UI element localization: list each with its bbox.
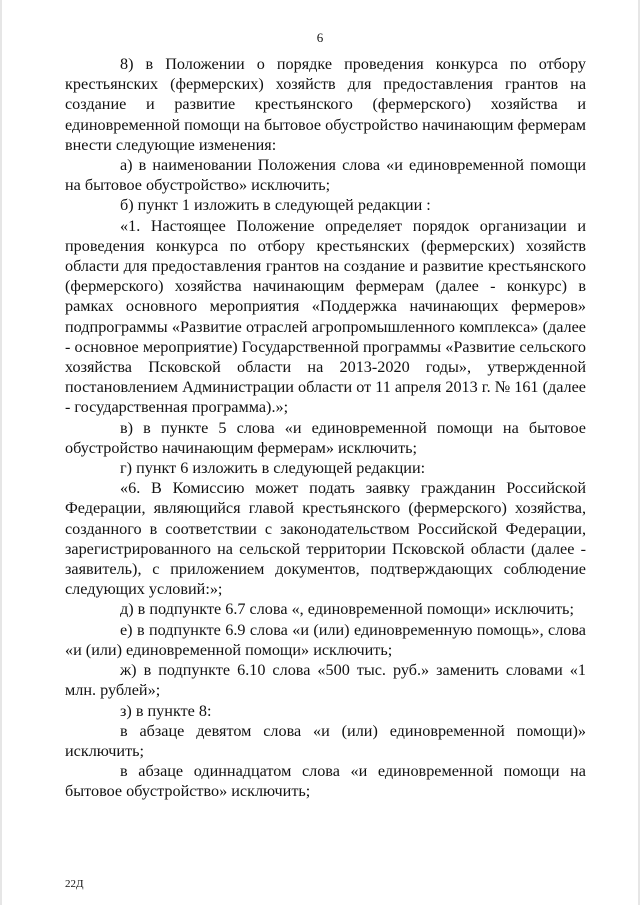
paragraph-z: з) в пункте 8: (120, 701, 212, 720)
paragraph-b: б) пункт 1 изложить в следующей редакции : (120, 196, 431, 215)
paragraph-d: д) в подпункте 6.7 слова «, единовременной помощи» исключить; (120, 600, 574, 619)
paragraph-z-ninth: в абзаце девятом слова «и (или) единовременной помощи)» исключить; (65, 721, 586, 760)
paragraph-zh: ж) в подпункте 6.10 слова «500 тыс. руб.» заменить словами «1 млн. рублей»; (65, 661, 586, 700)
paragraph-z-eleventh: в абзаце одиннадцатом слова «и единовременной помощи на бытовое обустройство» исключить; (65, 762, 586, 801)
page-number: 6 (316, 30, 324, 45)
paragraph-v: в) в пункте 5 слова «и единовременной помощи на бытовое обустройство начинающим фермерам» исключить; (65, 418, 586, 457)
footer-document-code: 22Д (65, 878, 84, 890)
paragraph-e: е) в подпункте 6.9 слова «и (или) единовременную помощь», слова «и (или) единовременной помощи» исключить; (65, 620, 586, 659)
paragraph-8-intro: 8) в Положении о порядке проведения конкурса по отбору крестьянских (фермерских) хозяйств для предоставления грантов на создание и развитие крестьянского (фермерского) хозяйства и единовременной помощи на бытовое обустройство начинающим фермерам внести следующие изменения: (65, 55, 586, 154)
scan-edge-left (0, 0, 2, 905)
document-body (65, 54, 586, 802)
paragraph-g: г) пункт 6 изложить в следующей редакции: (120, 459, 426, 478)
paragraph-a: а) в наименовании Положения слова «и единовременной помощи на бытовое обустройство» исключить; (65, 156, 586, 195)
paragraph-point-6-text: «6. В Комиссию может подать заявку гражданин Российской Федерации, являющийся главой крестьянского (фермерского) хозяйства, созданного в соответствии с законодательством Российской Федерации, зарегистрированного на сельской территории Псковской области (далее - заявитель), с приложением документов, подтверждающих соблюдение следующих условий:»; (65, 479, 586, 599)
paragraph-point-1-text: «1. Настоящее Положение определяет порядок организации и проведения конкурса по отбору крестьянских (фермерских) хозяйств области для предоставления грантов на создание и развитие крестьянского (фермерского) хозяйства начинающим фермерам (далее - конкурс) в рамках основного мероприятия «Поддержка начинающих фермеров» подпрограммы «Развитие отраслей агропромышленного комплекса» (далее - основное мероприятие) Государственной программы «Развитие сельского хозяйства Псковской области на 2013-2020 годы», утвержденной постановлением Администрации области от 11 апреля 2013 г. № 161 (далее - государственная программа).»; (65, 216, 586, 417)
